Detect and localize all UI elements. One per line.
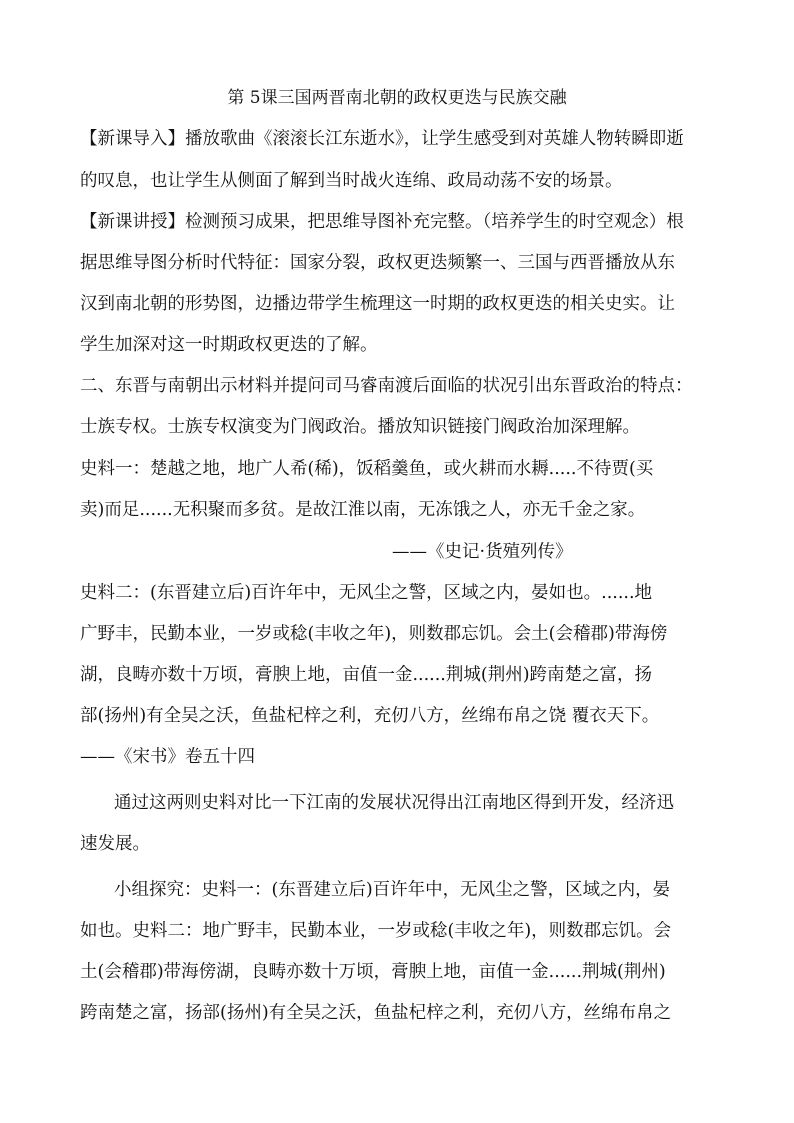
text-line: 广野丰，民勤本业，一岁或稔(丰收之年)，则数郡忘饥。会土(会稽郡)带海傍: [80, 624, 668, 644]
text-line: 如也。史料二：地广野丰，民勤本业，一岁或稔(丰收之年)，则数郡忘饥。会: [80, 921, 672, 941]
text-line: 据思维导图分析时代特征：国家分裂，政权更迭频繁一、三国与西晋播放从东: [80, 253, 675, 273]
text-line: 士族专权。士族专权演变为门阀政治。播放知识链接门阀政治加深理解。: [80, 417, 640, 437]
text-line: 湖，良畴亦数十万顷，膏腴上地，亩值一金......荆城(荆州)跨南楚之富，扬: [80, 665, 653, 685]
citation-shiji: ——《史记·货殖列传》: [392, 542, 573, 562]
text-line: 速发展。: [80, 834, 150, 854]
page-title: 第 5课三国两晋南北朝的政权更迭与民族交融: [227, 88, 567, 108]
text-line: 部(扬州)有全吴之沃，鱼盐杞梓之利，充仞八方，丝绵布帛之饶 覆衣天下。: [80, 706, 660, 726]
text-line: 汉到南北朝的形势图，边播边带学生梳理这一时期的政权更迭的相关史实。让: [80, 294, 675, 314]
text-line: 【新课导入】播放歌曲《滚滚长江东逝水》，让学生感受到对英雄人物转瞬即逝: [80, 129, 684, 149]
text-line: 卖)而足......无积聚而多贫。是故江淮以南，无冻饿之人，亦无千金之家。: [80, 500, 646, 520]
text-line: 跨南楚之富，扬部(扬州)有全吴之沃，鱼盐杞梓之利，充仞八方，丝绵布帛之: [80, 1003, 672, 1023]
text-line: 【新课讲授】检测预习成果，把思维导图补充完整。（培养学生的时空观念）根: [80, 212, 684, 232]
text-line: 二、东晋与南朝出示材料并提问司马睿南渡后面临的状况引出东晋政治的特点：: [80, 376, 693, 396]
text-line: 土(会稽郡)带海傍湖，良畴亦数十万顷，膏腴上地，亩值一金......荆城(荆州): [80, 962, 666, 982]
text-line: 史料二：(东晋建立后)百许年中，无风尘之警，区域之内，晏如也。......地: [80, 583, 653, 603]
text-line: 史料一：楚越之地，地广人希(稀)，饭稻羹鱼，或火耕而水耨.....不待贾(买: [80, 459, 654, 479]
citation-songshu: ——《宋书》卷五十四: [80, 747, 255, 767]
text-line: 的叹息，也让学生从侧面了解到当时战火连绵、政局动荡不安的场景。: [80, 171, 623, 191]
text-line: 小组探究：史料一：(东晋建立后)百许年中，无风尘之警，区域之内，晏: [114, 880, 671, 900]
text-line: 学生加深对这一时期政权更迭的了解。: [80, 335, 378, 355]
text-line: 通过这两则史料对比一下江南的发展状况得出江南地区得到开发，经济迅: [114, 793, 674, 813]
